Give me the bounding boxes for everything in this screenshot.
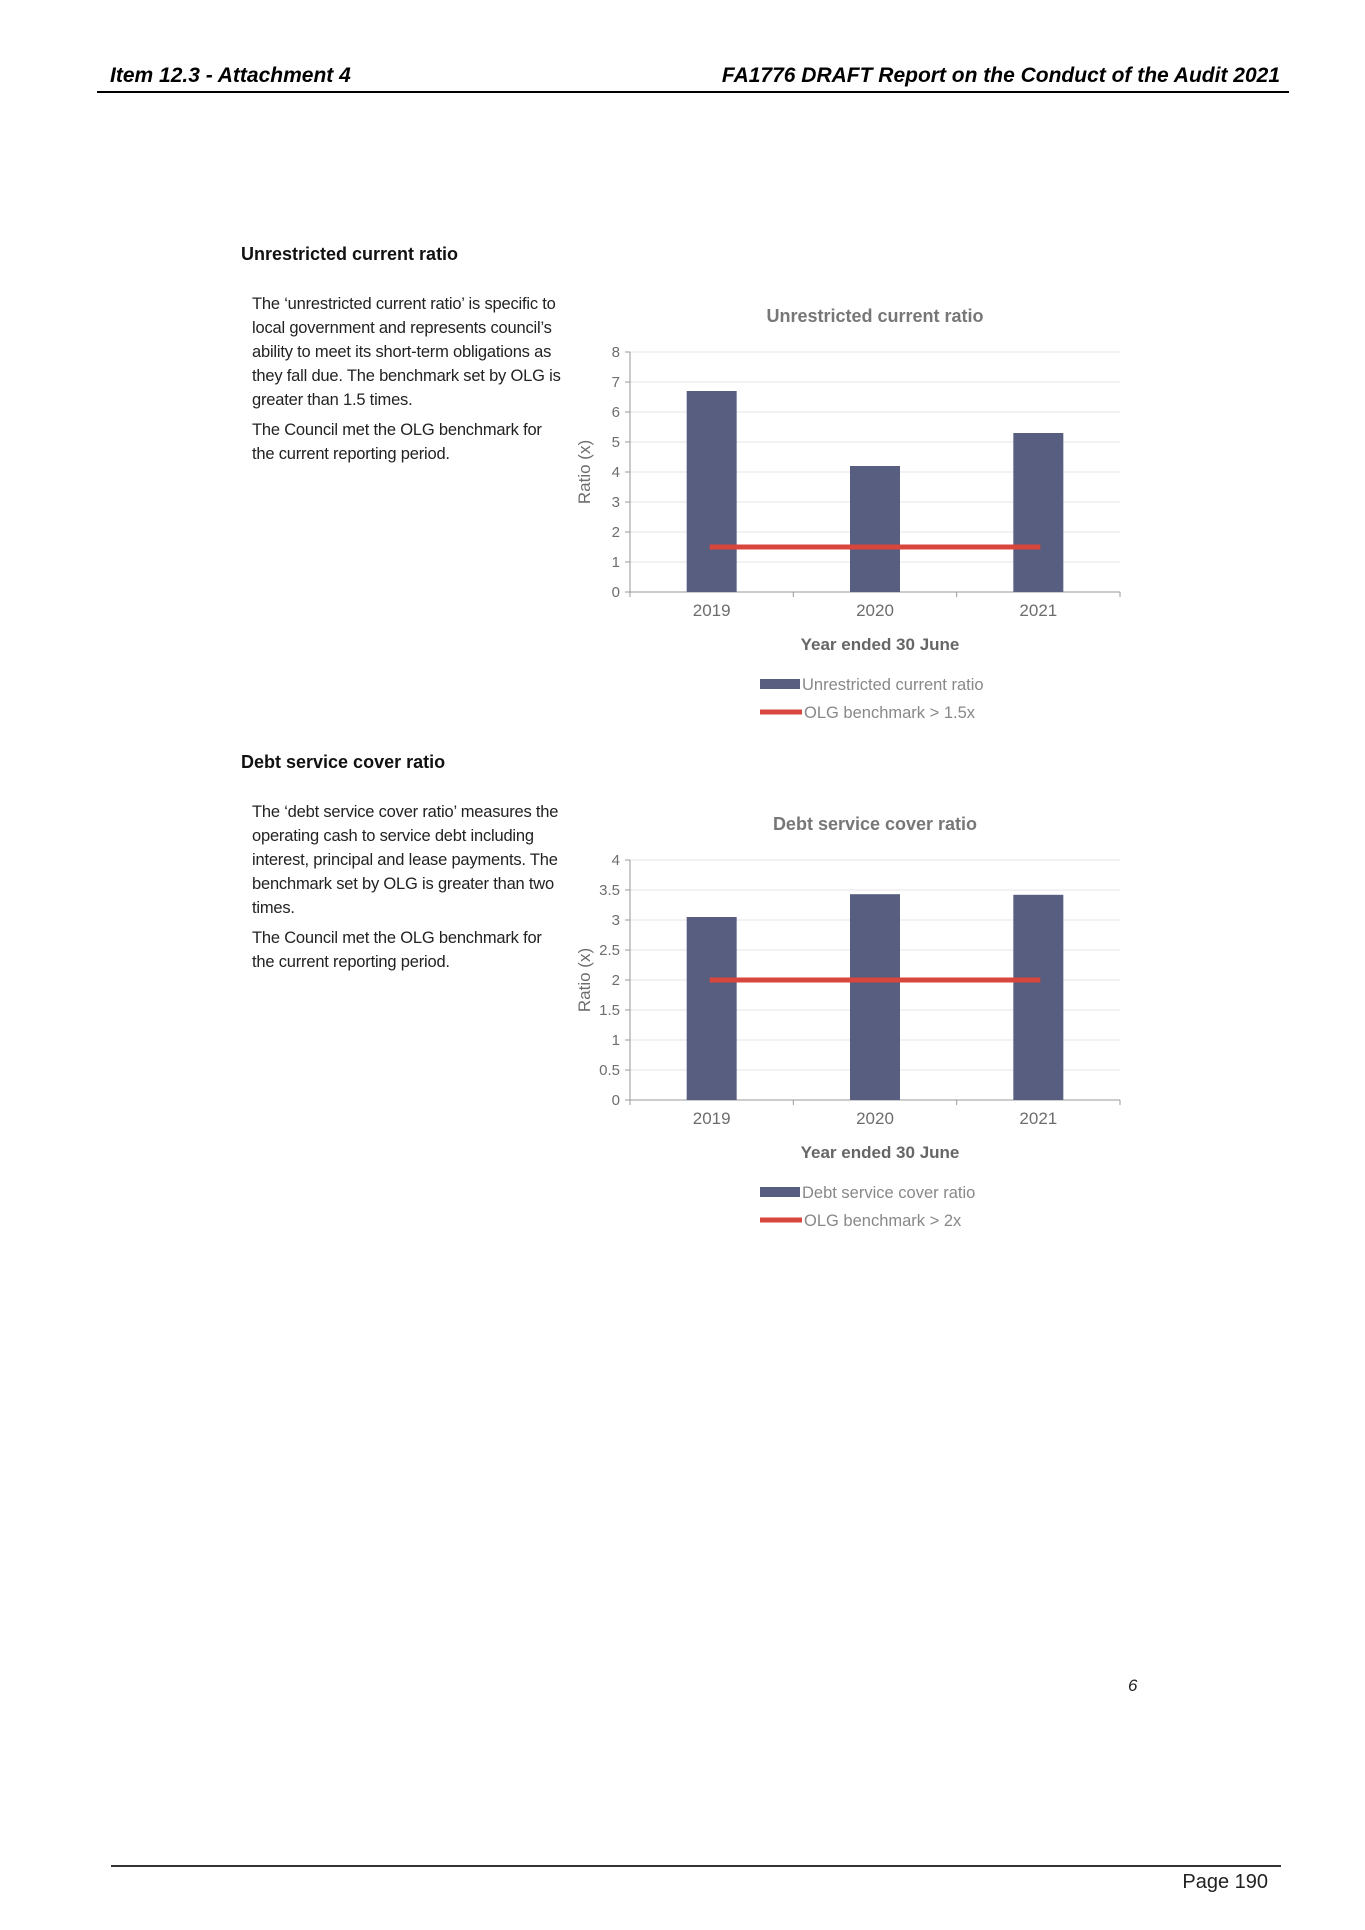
page-number: Page 190 [1182, 1871, 1268, 1893]
section-body-debt-service [252, 800, 562, 980]
chart-title: Unrestricted current ratio [766, 306, 984, 326]
x-tick-label: 2020 [856, 601, 894, 620]
x-tick-label: 2021 [1019, 1109, 1058, 1128]
bar-2020 [850, 466, 900, 592]
legend-label-bars: Unrestricted current ratio [802, 676, 984, 694]
y-tick-label: 4 [611, 464, 620, 481]
y-tick-label: 1 [611, 1032, 620, 1049]
y-tick-label: 5 [611, 434, 620, 451]
y-tick-label: 0 [611, 1092, 620, 1109]
x-tick-label: 2021 [1019, 601, 1058, 620]
debt-service-cover-ratio-chart [570, 800, 1130, 1240]
legend-label-benchmark: OLG benchmark > 1.5x [804, 704, 976, 722]
y-tick-label: 2.5 [599, 942, 620, 959]
section-body-unrestricted [252, 292, 562, 472]
bar-2019 [687, 917, 737, 1100]
y-axis-label: Ratio (x) [575, 947, 594, 1013]
y-tick-label: 0 [611, 584, 620, 601]
y-tick-label: 3 [611, 912, 620, 929]
bar-2020 [850, 894, 900, 1100]
y-tick-label: 4 [611, 852, 620, 869]
paragraph: The ‘debt service cover ratio’ measures the operating cash to service debt including interest, principal and lease payments. The benchmark set by OLG is greater than two times. [252, 803, 559, 917]
paragraph: The ‘unrestricted current ratio’ is specific to local government and represents council’s ability to meet its short-term obligations as they fall due. The benchmark set by OLG is greater than 1.5 times. [252, 295, 561, 409]
y-tick-label: 1.5 [599, 1002, 620, 1019]
y-tick-label: 0.5 [599, 1062, 620, 1079]
bar-2021 [1013, 433, 1063, 592]
y-tick-label: 3.5 [599, 882, 620, 899]
chart-title: Debt service cover ratio [772, 814, 978, 834]
paragraph: The Council met the OLG benchmark for the current reporting period. [252, 421, 542, 463]
x-axis-label: Year ended 30 June [800, 635, 960, 654]
paragraph: The Council met the OLG benchmark for the current reporting period. [252, 929, 542, 971]
unrestricted-current-ratio-chart [570, 292, 1130, 732]
document-page-number: 6 [1128, 1676, 1138, 1695]
legend-label-benchmark: OLG benchmark > 2x [804, 1212, 962, 1230]
legend-label-bars: Debt service cover ratio [802, 1184, 976, 1202]
x-tick-label: 2020 [856, 1109, 894, 1128]
header-divider [97, 91, 1289, 93]
bar-2021 [1013, 895, 1063, 1100]
y-tick-label: 8 [611, 344, 620, 361]
y-tick-label: 2 [611, 972, 620, 989]
y-tick-label: 7 [611, 374, 620, 391]
x-tick-label: 2019 [692, 1109, 731, 1128]
section-heading-unrestricted: Unrestricted current ratio [241, 244, 459, 264]
y-tick-label: 3 [611, 494, 620, 511]
footer-divider [111, 1865, 1281, 1867]
header-left-text: Item 12.3 - Attachment 4 [110, 64, 351, 87]
header-right-text: FA1776 DRAFT Report on the Conduct of the Audit 2021 [721, 64, 1280, 87]
x-tick-label: 2019 [692, 601, 731, 620]
y-tick-label: 2 [611, 524, 620, 541]
y-axis-label: Ratio (x) [575, 439, 594, 505]
y-tick-label: 1 [611, 554, 620, 571]
legend-swatch-bars [760, 1187, 800, 1197]
x-axis-label: Year ended 30 June [800, 1143, 960, 1162]
legend-swatch-bars [760, 679, 800, 689]
section-heading-debt-service: Debt service cover ratio [241, 752, 446, 772]
bar-2019 [687, 391, 737, 592]
y-tick-label: 6 [611, 404, 620, 421]
